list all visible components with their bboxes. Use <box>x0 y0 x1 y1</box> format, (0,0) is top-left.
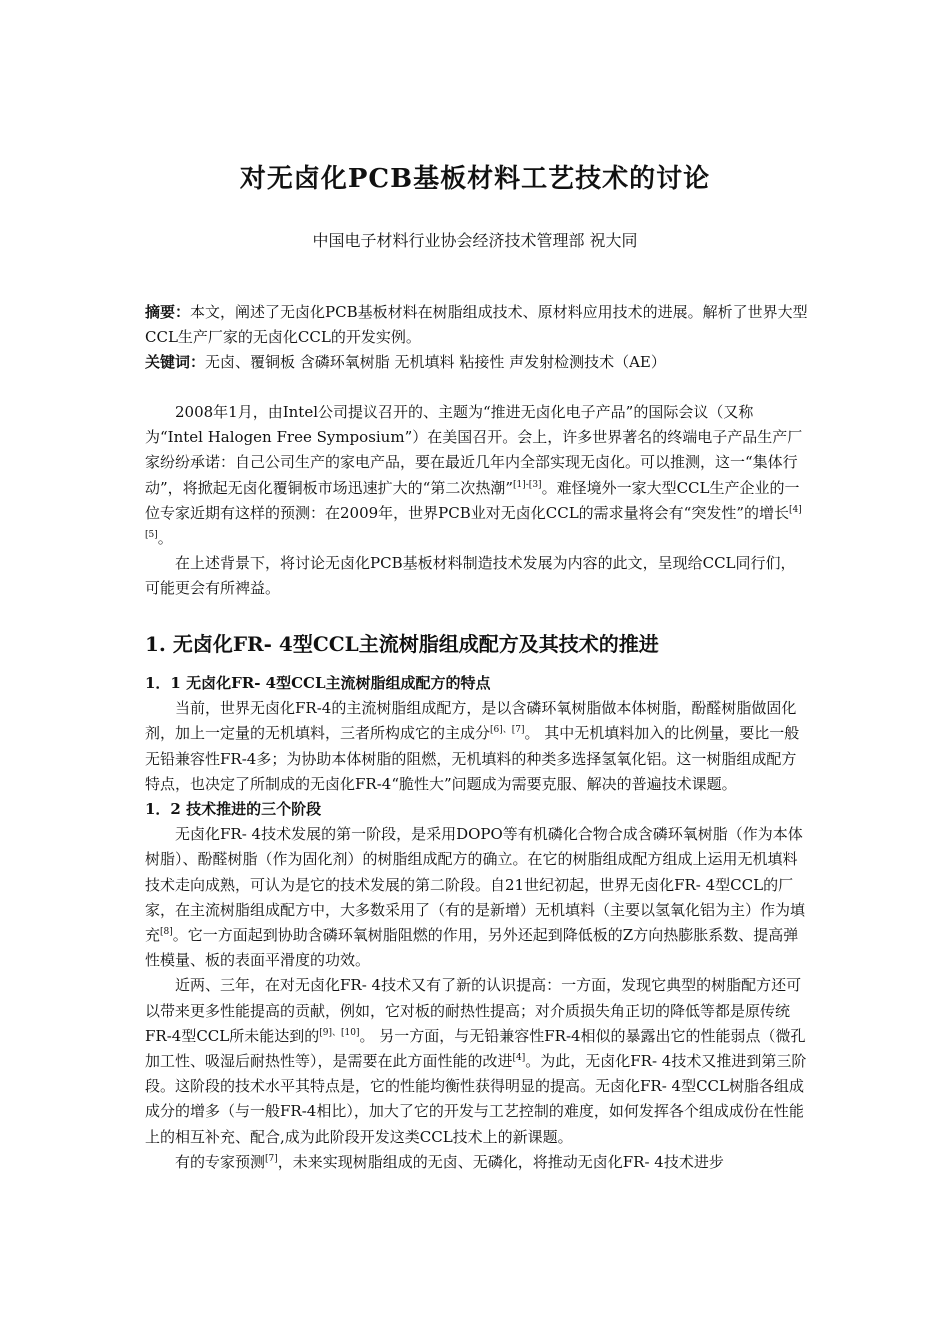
intro-block <box>145 400 810 602</box>
citation: [8] <box>160 927 173 938</box>
intro-p1-text-b: 。难怪境外一家大型CCL生产企业的一位专家近期有这样的预测：在2009年，世界PCB业对无卤化CCL的需求量将会有“突发性”的增长 <box>145 478 800 522</box>
author-line: 中国电子材料行业协会经济技术管理部 祝大同 <box>312 231 638 250</box>
intro-p1-text-a: 2008年1月，由Intel公司提议召开的、主题为“推进无卤化电子产品”的国际会议（又称为“Intel Halogen Free Symposium”）在美国召开。会上，许多世界著名的终端电子产品生产厂家纷纷承诺：自己公司生产的家电产品，要在最近几年内全部实现无卤化。可以推测，这一“集体行动”，将掀起无卤化覆铜板市场迅速扩大的“第二次热潮” <box>145 403 803 497</box>
subsection-1-2-paragraph-2 <box>145 973 810 1149</box>
abstract-block <box>145 300 810 376</box>
sub2-p2-text-b: 。 另一方面，与无铅兼容性FR-4相似的暴露出它的性能弱点（微孔加工性、吸湿后耐热性等），是需要在此方面性能的改进 <box>145 1026 806 1071</box>
sub1-text-a: 当前，世界无卤化FR-4的主流树脂组成配方，是以含磷环氧树脂做本体树脂，酚醛树脂做固化剂，加上一定量的无机填料，三者所构成它的主成分 <box>145 699 797 743</box>
citation: [1]-[3] <box>513 479 542 490</box>
keywords-label: 关键词： <box>145 353 206 372</box>
section-1-heading: 1. 无卤化FR- 4型CCL主流树脂组成配方及其技术的推进 <box>145 632 659 656</box>
citation: [9]、[10] <box>319 1027 360 1038</box>
abstract-text: 本文，阐述了无卤化PCB基板材料在树脂组成技术、原材料应用技术的进展。解析了世界大型CCL生产厂家的无卤化CCL的开发实例。 <box>145 303 808 347</box>
sub2-p2-text-a: 近两、三年，在对无卤化FR- 4技术又有了新的认识提高：一方面，发现它典型的树脂配方还可以带来更多性能提高的贡献，例如，它对板的耐热性提高；对介质损失角正切的降低等都是原传统FR-4型CCL所未能达到的 <box>145 976 802 1045</box>
subsection-1-1-paragraph <box>145 696 810 797</box>
sub2-p3-text-b: ，未来实现树脂组成的无卤、无磷化，将推动无卤化FR- 4技术进步 <box>277 1152 724 1171</box>
keywords-text: 无卤、覆铜板 含磷环氧树脂 无机填料 粘接性 声发射检测技术（AE） <box>205 353 666 372</box>
citation: [6]、[7] <box>490 725 525 736</box>
sub1-text-b: 。 其中无机填料加入的比例量，要比一般无铅兼容性FR-4多；为协助本体树脂的阻燃，无机填料的种类多选择氢氧化铝。这一树脂组成配方特点，也决定了所制成的无卤化FR-4“脆性大”问题成为需要克服、解决的普遍技术课题。 <box>145 724 800 793</box>
sub2-p2-text-c: 。为此，无卤化FR- 4技术又推进到第三阶段。这阶段的技术水平其特点是，它的性能均衡性获得明显的提高。无卤化FR- 4型CCL树脂各组成成分的增多（与一般FR-4相比），加大了它的开发与工艺控制的难度，如何发挥各个组成成份在性能上的相互补充、配合,成为此阶段开发这类CCL技术上的新课题。 <box>145 1052 807 1146</box>
intro-paragraph-1 <box>145 400 810 551</box>
section-1 <box>145 627 810 1175</box>
abstract-paragraph <box>145 300 810 350</box>
citation: [4] [5] <box>145 504 802 541</box>
citation: [4] <box>512 1053 526 1064</box>
citation: [7] <box>265 1153 278 1164</box>
document-title: 对无卤化PCB基板材料工艺技术的讨论 <box>239 164 711 194</box>
sub2-p1-text-a: 无卤化FR- 4技术发展的第一阶段，是采用DOPO等有机磷化合物合成含磷环氧树脂（作为本体树脂）、酚醛树脂（作为固化剂）的树脂组成配方的确立。在它的树脂组成配方组成上运用无机填料技术走向成熟，可认为是它的技术发展的第二阶段。自21世纪初起，世界无卤化FR- 4型CCL的厂家，在主流树脂组成配方中，大多数采用了（有的是新增）无机填料（主要以氢氧化铝为主）作为填充 <box>145 825 806 945</box>
sub2-p1-text-b: 。它一方面起到协助含磷环氧树脂阻燃的作用，另外还起到降低板的Z方向热膨胀系数、提高弹性模量、板的表面平滑度的功效。 <box>145 926 799 970</box>
subsection-1-1-heading: 1．1 无卤化FR- 4型CCL主流树脂组成配方的特点 <box>145 674 491 692</box>
intro-paragraph-2: 在上述背景下，将讨论无卤化PCB基板材料制造技术发展为内容的此文，呈现给CCL同行们，可能更会有所裨益。 <box>145 554 796 598</box>
intro-p1-text-c: 。 <box>157 529 173 548</box>
subsection-1-2-paragraph-3 <box>145 1150 810 1175</box>
sub2-p3-text-a: 有的专家预测 <box>175 1152 266 1171</box>
abstract-label: 摘要： <box>145 303 191 321</box>
subsection-1-2-heading: 1．2 技术推进的三个阶段 <box>145 800 322 819</box>
subsection-1-2-paragraph-1 <box>145 822 810 973</box>
keywords-paragraph <box>145 350 810 375</box>
